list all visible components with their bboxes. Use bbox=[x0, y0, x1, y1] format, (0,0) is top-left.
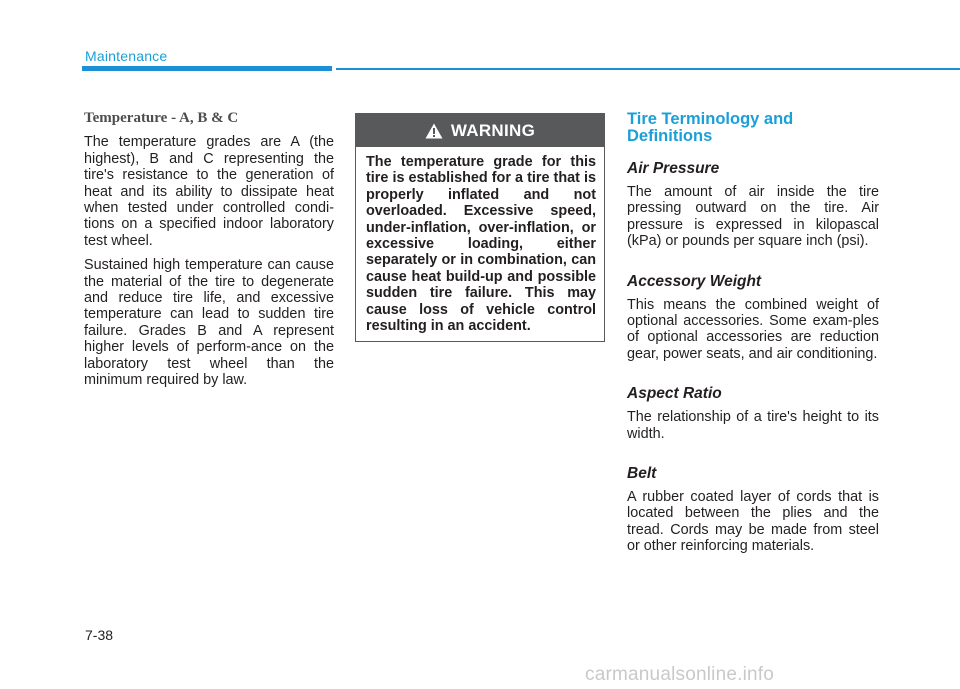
term-title-aspect-ratio: Aspect Ratio bbox=[627, 385, 722, 403]
header-rule-thin bbox=[336, 68, 960, 70]
term-body-accessory-weight: This means the combined weight of optional accessories. Some exam-ples of optional accessories are reduction gear, power seats, and air conditioning. bbox=[627, 296, 879, 362]
page-number: 7-38 bbox=[85, 627, 114, 643]
temperature-heading: Temperature - A, B & C bbox=[84, 110, 239, 126]
terminology-heading-line-2: Definitions bbox=[627, 126, 713, 145]
warning-title: WARNING bbox=[450, 120, 536, 140]
term-title-belt: Belt bbox=[627, 465, 657, 483]
section-label: Maintenance bbox=[85, 48, 168, 64]
temperature-paragraph-1: The temperature grades are A (the highest), B and C representing the tire's resistance to the generation of heat and its ability to dissipate heat when tested under controlled condi-tions on a specified indoor laboratory test wheel. bbox=[84, 134, 334, 249]
terminology-heading-line-1: Tire Terminology and bbox=[627, 110, 794, 128]
term-body-belt: A rubber coated layer of cords that is located between the plies and the tread. Cords may be made from steel or other reinforcing materials. bbox=[627, 489, 879, 555]
terminology-heading bbox=[627, 111, 879, 144]
temperature-paragraph-2: Sustained high temperature can cause the material of the tire to degenerate and reduce tire life, and excessive temperature can lead to sudden tire failure. Grades B and A represent higher levels of perform-ance on the laboratory test wheel than the minimum required by law. bbox=[84, 257, 334, 389]
watermark: carmanualsonline.info bbox=[585, 664, 775, 685]
warning-header bbox=[356, 114, 604, 147]
header-rule-thick bbox=[82, 66, 332, 71]
term-title-air-pressure: Air Pressure bbox=[627, 160, 720, 177]
warning-box bbox=[355, 113, 605, 342]
left-column bbox=[84, 110, 334, 397]
term-title-accessory-weight: Accessory Weight bbox=[627, 272, 762, 290]
warning-triangle-icon bbox=[425, 123, 443, 139]
right-column bbox=[627, 111, 879, 578]
term-body-air-pressure: The amount of air inside the tire pressing outward on the tire. Air pressure is expressed in kilopascal (kPa) or pounds per square inch (psi). bbox=[627, 184, 879, 250]
term-body-aspect-ratio: The relationship of a tire's height to its width. bbox=[627, 409, 879, 442]
warning-body: The temperature grade for this tire is established for a tire that is properly inflated and not overloaded. Excessive speed, under-inflation, over-inflation, or excessive loading, either separately or in combination, can cause heat build-up and possible sudden tire failure. This may cause loss of vehicle control resulting in an accident. bbox=[366, 154, 596, 335]
